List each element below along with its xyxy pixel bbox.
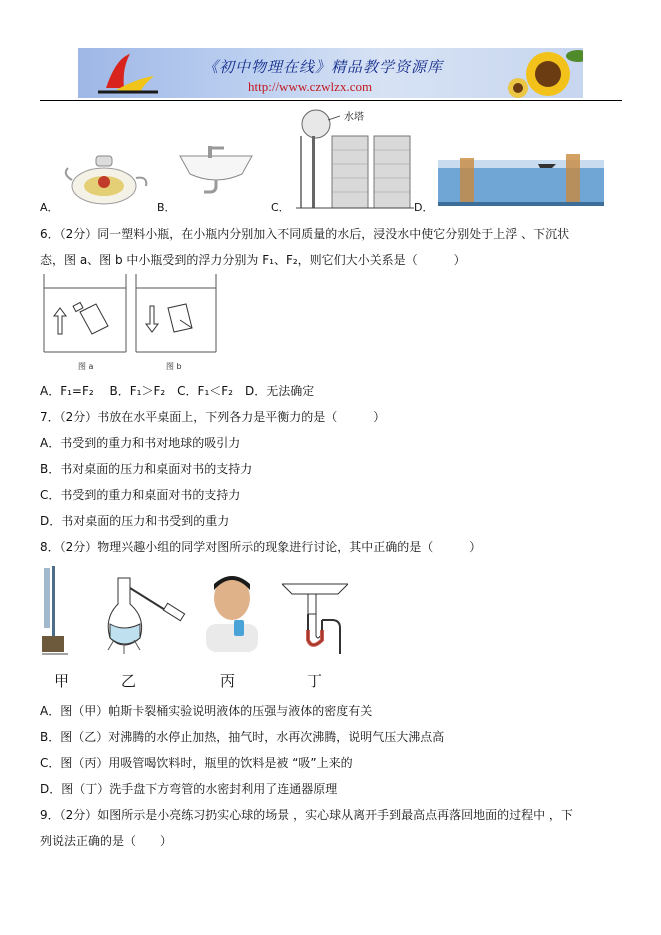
q6-figure [40, 274, 220, 374]
pascal-barrel-image [42, 566, 68, 658]
q9-stem-line1: 9．（2分）如图所示是小亮练习扔实心球的场景 ，实心球从离开手到最高点再落回地面的过程中 ，下 [40, 808, 573, 822]
q6-options: A．F₁=F₂ B．F₁＞F₂ C．F₁＜F₂ D．无法确定 [40, 384, 315, 398]
sink-trap-image [282, 580, 348, 654]
q8-option-c: C．图（丙）用吸管喝饮料时，瓶里的饮料是被 “吸”上来的 [40, 756, 353, 770]
sink-image [178, 146, 254, 196]
header-rule [40, 100, 622, 101]
boy-drinking-image [204, 570, 260, 652]
arrow-up-icon [54, 308, 66, 334]
q7-stem: 7．（2分）书放在水平桌面上，下列各力是平衡力的是（ ） [40, 410, 386, 424]
q5-option-b-label: B． [157, 201, 176, 214]
q7-option-b: B．书对桌面的压力和桌面对书的支持力 [40, 462, 253, 476]
q8-option-b: B．图（乙）对沸腾的水停止加热，抽气时，水再次沸腾，说明气压大沸点高 [40, 730, 445, 744]
header-banner [78, 48, 583, 98]
q8-option-d: D．图（丁）洗手盘下方弯管的水密封利用了连通器原理 [40, 782, 338, 796]
q5-option-a-label: A． [40, 201, 59, 214]
arrow-down-icon [146, 306, 158, 332]
caption-bing: 丙 [220, 672, 236, 690]
q7-option-d: D．书对桌面的压力和书受到的重力 [40, 514, 230, 528]
q9-stem-line2: 列说法正确的是（ ） [40, 834, 173, 848]
teapot-image [62, 146, 148, 206]
q6-stem-line1: 6．（2分）同一塑料小瓶，在小瓶内分别加入不同质量的水后，浸没水中使它分别处于上浮 、下沉状 [40, 227, 570, 241]
banner-title: 《初中物理在线》精品教学资源库 [203, 58, 444, 76]
banner-url[interactable]: http://www.czwlzx.com [248, 79, 373, 94]
q5-option-d-label: D． [414, 201, 434, 214]
q7-option-c: C．书受到的重力和桌面对书的支持力 [40, 488, 241, 502]
water-tower-label: 水塔 [344, 112, 364, 123]
caption-yi: 乙 [121, 672, 137, 690]
q8-option-a: A．图（甲）帕斯卡裂桶实验说明液体的压强与液体的密度有关 [40, 704, 373, 718]
bottle-a-icon [73, 302, 108, 334]
caption-ding: 丁 [307, 672, 323, 690]
q6-stem-line2: 态，图 a、图 b 中小瓶受到的浮力分别为 F₁、F₂，则它们大小关系是（ ） [40, 253, 466, 267]
sunflower-icon [508, 50, 583, 98]
caption-jia: 甲 [54, 672, 70, 690]
q7-option-a: A．书受到的重力和书对地球的吸引力 [40, 436, 241, 450]
q5-option-c-label: C． [271, 201, 290, 214]
q8-stem: 8．（2分）物理兴趣小组的同学对图所示的现象进行讨论，其中正确的是（ ） [40, 540, 482, 554]
bottle-b-icon [168, 304, 192, 332]
flask-image [104, 574, 186, 658]
fig-a-caption: 图 a [78, 362, 94, 371]
fig-b-caption: 图 b [166, 362, 182, 371]
logo-red-shape [106, 54, 130, 88]
ship-lock-image [438, 150, 604, 206]
